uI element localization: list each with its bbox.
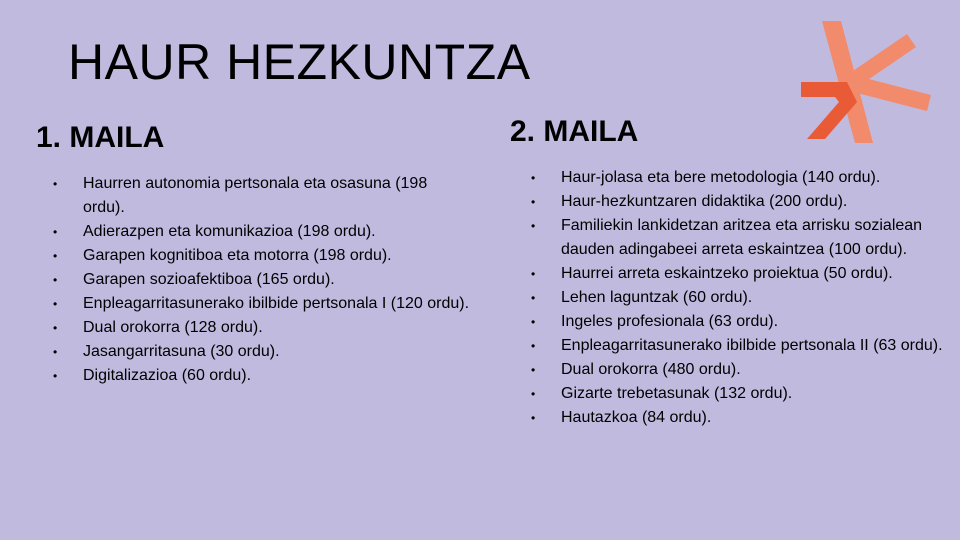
logo-chevron <box>801 82 857 139</box>
level2-module-list <box>528 166 948 430</box>
level1-module-list <box>50 172 470 388</box>
list-item: • Haur-jolasa eta bere metodologia (140 ordu). <box>528 166 948 190</box>
slide-title: HAUR HEZKUNTZA <box>68 34 531 90</box>
level2-heading: 2. MAILA <box>510 115 639 148</box>
list-item: • Hautazkoa (84 ordu). <box>528 406 948 430</box>
list-item: • Enpleagarritasunerako ibilbide pertsonala I (120 ordu). <box>50 292 470 316</box>
list-item: • Garapen kognitiboa eta motorra (198 ordu). <box>50 244 470 268</box>
list-item: • Adierazpen eta komunikazioa (198 ordu). <box>50 220 470 244</box>
list-item: • Digitalizazioa (60 ordu). <box>50 364 470 388</box>
list-item: • Garapen sozioafektiboa (165 ordu). <box>50 268 470 292</box>
list-item: • Haur-hezkuntzaren didaktika (200 ordu). <box>528 190 948 214</box>
list-item: • Lehen laguntzak (60 ordu). <box>528 286 948 310</box>
list-item: • Familiekin lankidetzan aritzea eta arrisku sozialean dauden adingabeei arreta eskaintzea (100 ordu). <box>528 214 948 262</box>
list-item: • Haurrei arreta eskaintzeko proiektua (50 ordu). <box>528 262 948 286</box>
asterisk-logo-icon <box>795 15 940 155</box>
list-item: • Ingeles profesionala (63 ordu). <box>528 310 948 334</box>
level1-heading: 1. MAILA <box>36 121 165 154</box>
list-item: • Gizarte trebetasunak (132 ordu). <box>528 382 948 406</box>
list-item: • Jasangarritasuna (30 ordu). <box>50 340 470 364</box>
list-item: • Haurren autonomia pertsonala eta osasuna (198 ordu). <box>50 172 470 220</box>
list-item: • Dual orokorra (480 ordu). <box>528 358 948 382</box>
list-item: • Dual orokorra (128 ordu). <box>50 316 470 340</box>
list-item: • Enpleagarritasunerako ibilbide pertsonala II (63 ordu). <box>528 334 948 358</box>
